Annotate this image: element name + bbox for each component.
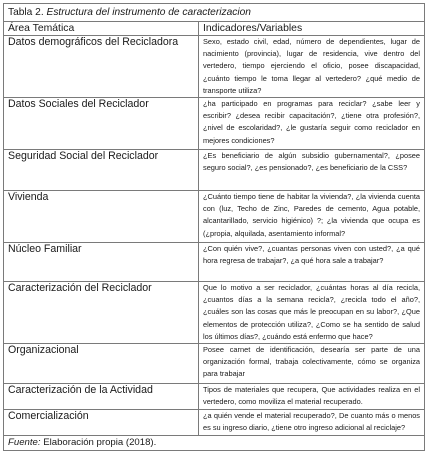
table-row [4,282,425,344]
area-cell: Seguridad Social del Reciclador [4,150,199,191]
instrument-structure-table [3,3,425,451]
table-row [4,98,425,150]
area-cell: Vivienda [4,191,199,243]
area-cell: Datos demográficos del Recicladora [4,36,199,98]
table-row [4,410,425,436]
table-row [4,384,425,410]
indicators-cell: Posee carnet de identificación, desearía ser parte de una organización formal, trabaja colectivamente, cómo se organiza para trabajar [199,344,425,384]
table-caption [4,4,425,22]
table-row [4,191,425,243]
document-table-container [3,3,424,451]
table-number: Tabla 2. [8,7,44,18]
area-cell: Caracterización del Reciclador [4,282,199,344]
area-cell: Organizacional [4,344,199,384]
table-source [4,436,425,451]
table-title: Estructura del instrumento de caracterizacion [46,7,251,18]
indicators-cell: ¿Es beneficiario de algún subsidio gubernamental?, ¿posee seguro social?, ¿es pensionado?, ¿es beneficiario de la CSS? [199,150,425,191]
indicators-cell: ¿Con quién vive?, ¿cuantas personas viven con usted?, ¿a qué hora regresa de trabajar?, ¿a qué hora sale a trabajar? [199,243,425,282]
area-cell: Caracterización de la Actividad [4,384,199,410]
indicators-cell: Sexo, estado civil, edad, número de dependientes, lugar de nacimiento (provincia), lugar de residencia, vive dentro del vertedero, tiempo ejerciendo el oficio, posee discapacidad, ¿cuánto tiempo le toma llegar al vertedero? ¿qué medio de transporte utiliza? [199,36,425,98]
header-area: Área Temática [4,22,199,36]
source-text: Elaboración propia (2018). [40,437,157,449]
table-row [4,344,425,384]
header-indicators: Indicadores/Variables [199,22,425,36]
indicators-cell: ¿Cuánto tiempo tiene de habitar la vivienda?, ¿la vivienda cuenta con (luz, Techo de Zinc, Paredes de cemento, Agua potable, alcantarillado, servicio higiénico) ?; ¿la vivienda que ocupa es (¿propia, alquilada, asentamiento informal? [199,191,425,243]
table-row [4,150,425,191]
table-row [4,243,425,282]
indicators-cell: ¿a quién vende el material recuperado?, De cuanto más o menos es su ingreso diario, ¿tiene otro ingreso adicional al reciclaje? [199,410,425,436]
area-cell: Comercialización [4,410,199,436]
source-label: Fuente: [8,437,41,449]
table-row [4,36,425,98]
indicators-cell: Tipos de materiales que recupera, Que actividades realiza en el vertedero, como moviliza el material recuperado. [199,384,425,410]
area-cell: Datos Sociales del Reciclador [4,98,199,150]
indicators-cell: ¿ha participado en programas para reciclar? ¿sabe leer y escribir? ¿desea recibir capacitación?, ¿tiene otra profesión?, ¿nivel de escolaridad?, ¿le gustaría seguir como reciclador en mejores condiciones? [199,98,425,150]
indicators-cell: Que lo motivo a ser reciclador, ¿cuántas horas al día recicla, ¿cuantos días a la semana recicla?, ¿recicla todo el año?, ¿cuáles son las cosas que más le preocupan en su labor?, ¿Que elementos de protección utiliza?, ¿Como se ha sentido de salud los últimos días?, ¿cuándo está enfermo que hace? [199,282,425,344]
area-cell: Núcleo Familiar [4,243,199,282]
